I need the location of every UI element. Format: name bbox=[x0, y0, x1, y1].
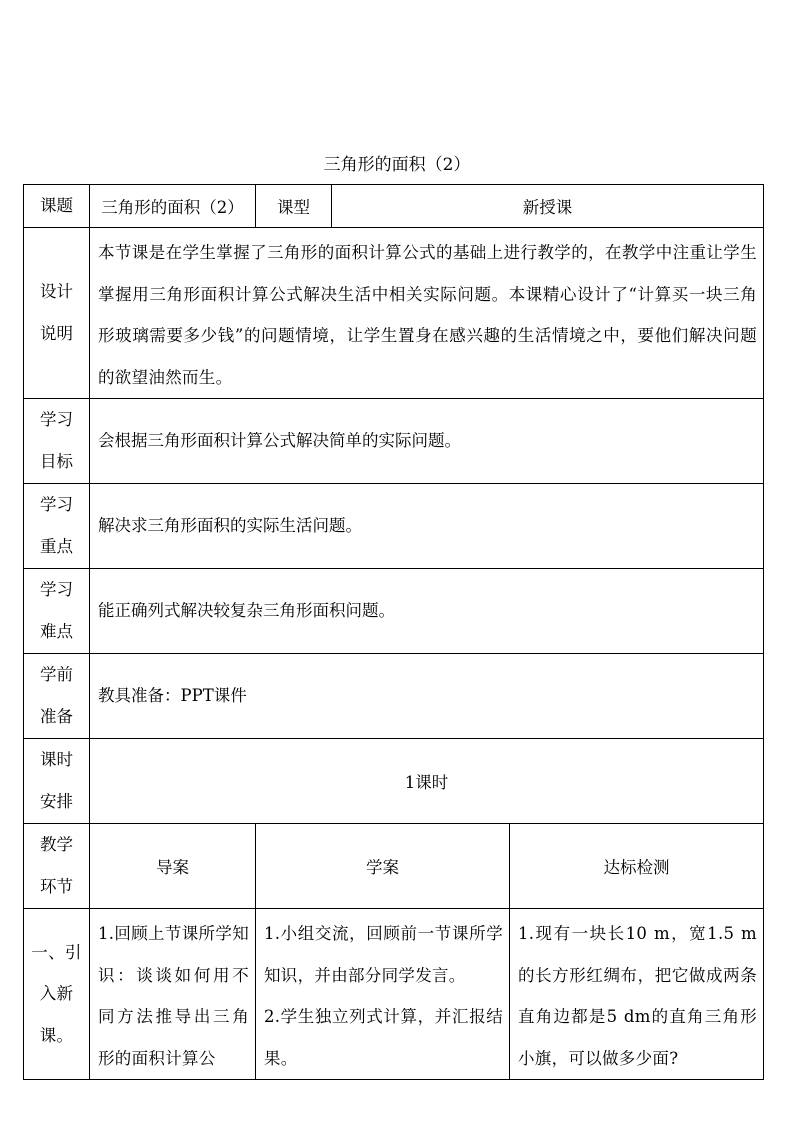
row-stages-header bbox=[24, 824, 764, 909]
section1-label bbox=[24, 909, 90, 1080]
difficulty-label bbox=[24, 569, 90, 654]
stages-label-line2: 环节 bbox=[40, 877, 73, 896]
key-cell bbox=[90, 484, 764, 569]
design-cell bbox=[90, 228, 764, 399]
design-text: 本节课是在学生掌握了三角形的面积计算公式的基础上进行教学的，在教学中注重让学生掌握用三角形面积计算公式解决生活中相关实际问题。本课精心设计了“计算买一块三角形玻璃需要多少钱”的问题情境，让学生置身在感兴趣的生活情境之中，要他们解决问题的欲望油然而生。 bbox=[98, 243, 757, 387]
row-topic bbox=[24, 185, 764, 228]
row-design bbox=[24, 228, 764, 399]
page-title: 三角形的面积（2） bbox=[323, 155, 471, 175]
prep-text: 教具准备：PPT课件 bbox=[98, 686, 247, 706]
prep-label-line2: 准备 bbox=[40, 707, 73, 726]
goal-text: 会根据三角形面积计算公式解决简单的实际问题。 bbox=[98, 431, 461, 451]
schedule-value: 1课时 bbox=[90, 739, 764, 824]
prep-label-line1: 学前 bbox=[40, 665, 73, 684]
row-prep bbox=[24, 654, 764, 739]
section1-guide-cell bbox=[90, 909, 256, 1080]
section1-guide-text: 1.回顾上节课所学知识：谈谈如何用不同方法推导出三角形的面积计算公 bbox=[98, 924, 249, 1068]
key-text: 解决求三角形面积的实际生活问题。 bbox=[98, 516, 362, 536]
difficulty-cell bbox=[90, 569, 764, 654]
goal-label-line2: 目标 bbox=[40, 452, 73, 471]
row-goal bbox=[24, 399, 764, 484]
difficulty-text: 能正确列式解决较复杂三角形面积问题。 bbox=[98, 601, 395, 621]
lesson-plan-table bbox=[23, 184, 764, 1080]
row-difficulty bbox=[24, 569, 764, 654]
col-check-header: 达标检测 bbox=[510, 824, 764, 909]
topic-value: 三角形的面积（2） bbox=[90, 185, 256, 228]
difficulty-label-line1: 学习 bbox=[40, 580, 73, 599]
stages-label-line1: 教学 bbox=[40, 835, 73, 854]
row-key bbox=[24, 484, 764, 569]
section1-study-item-2: 2.学生独立列式计算，并汇报结果。 bbox=[264, 1007, 503, 1068]
goal-label bbox=[24, 399, 90, 484]
key-label bbox=[24, 484, 90, 569]
section1-check-text: 1.现有一块长10 m，宽1.5 m的长方形红绸布，把它做成两条直角边都是5 dm的直角三角形小旗，可以做多少面? bbox=[518, 924, 757, 1068]
design-label-line2: 说明 bbox=[40, 324, 73, 343]
row-schedule bbox=[24, 739, 764, 824]
type-value: 新授课 bbox=[332, 185, 764, 228]
row-section1 bbox=[24, 909, 764, 1080]
schedule-label-line2: 安排 bbox=[40, 792, 73, 811]
section1-study-item-1: 1.小组交流，回顾前一节课所学知识，并由部分同学发言。 bbox=[264, 924, 503, 985]
schedule-label bbox=[24, 739, 90, 824]
stages-label bbox=[24, 824, 90, 909]
goal-label-line1: 学习 bbox=[40, 410, 73, 429]
difficulty-label-line2: 难点 bbox=[40, 622, 73, 641]
prep-label bbox=[24, 654, 90, 739]
section1-check-cell bbox=[510, 909, 764, 1080]
col-guide-header: 导案 bbox=[90, 824, 256, 909]
section1-study-cell bbox=[256, 909, 510, 1080]
design-label-line1: 设计 bbox=[40, 282, 73, 301]
section1-label-text: 一、引入新课。 bbox=[31, 942, 82, 1045]
design-label bbox=[24, 228, 90, 399]
prep-cell bbox=[90, 654, 764, 739]
goal-cell bbox=[90, 399, 764, 484]
key-label-line2: 重点 bbox=[40, 537, 73, 556]
schedule-label-line1: 课时 bbox=[40, 750, 73, 769]
topic-label: 课题 bbox=[24, 185, 90, 228]
type-label: 课型 bbox=[256, 185, 332, 228]
col-study-header: 学案 bbox=[256, 824, 510, 909]
key-label-line1: 学习 bbox=[40, 495, 73, 514]
